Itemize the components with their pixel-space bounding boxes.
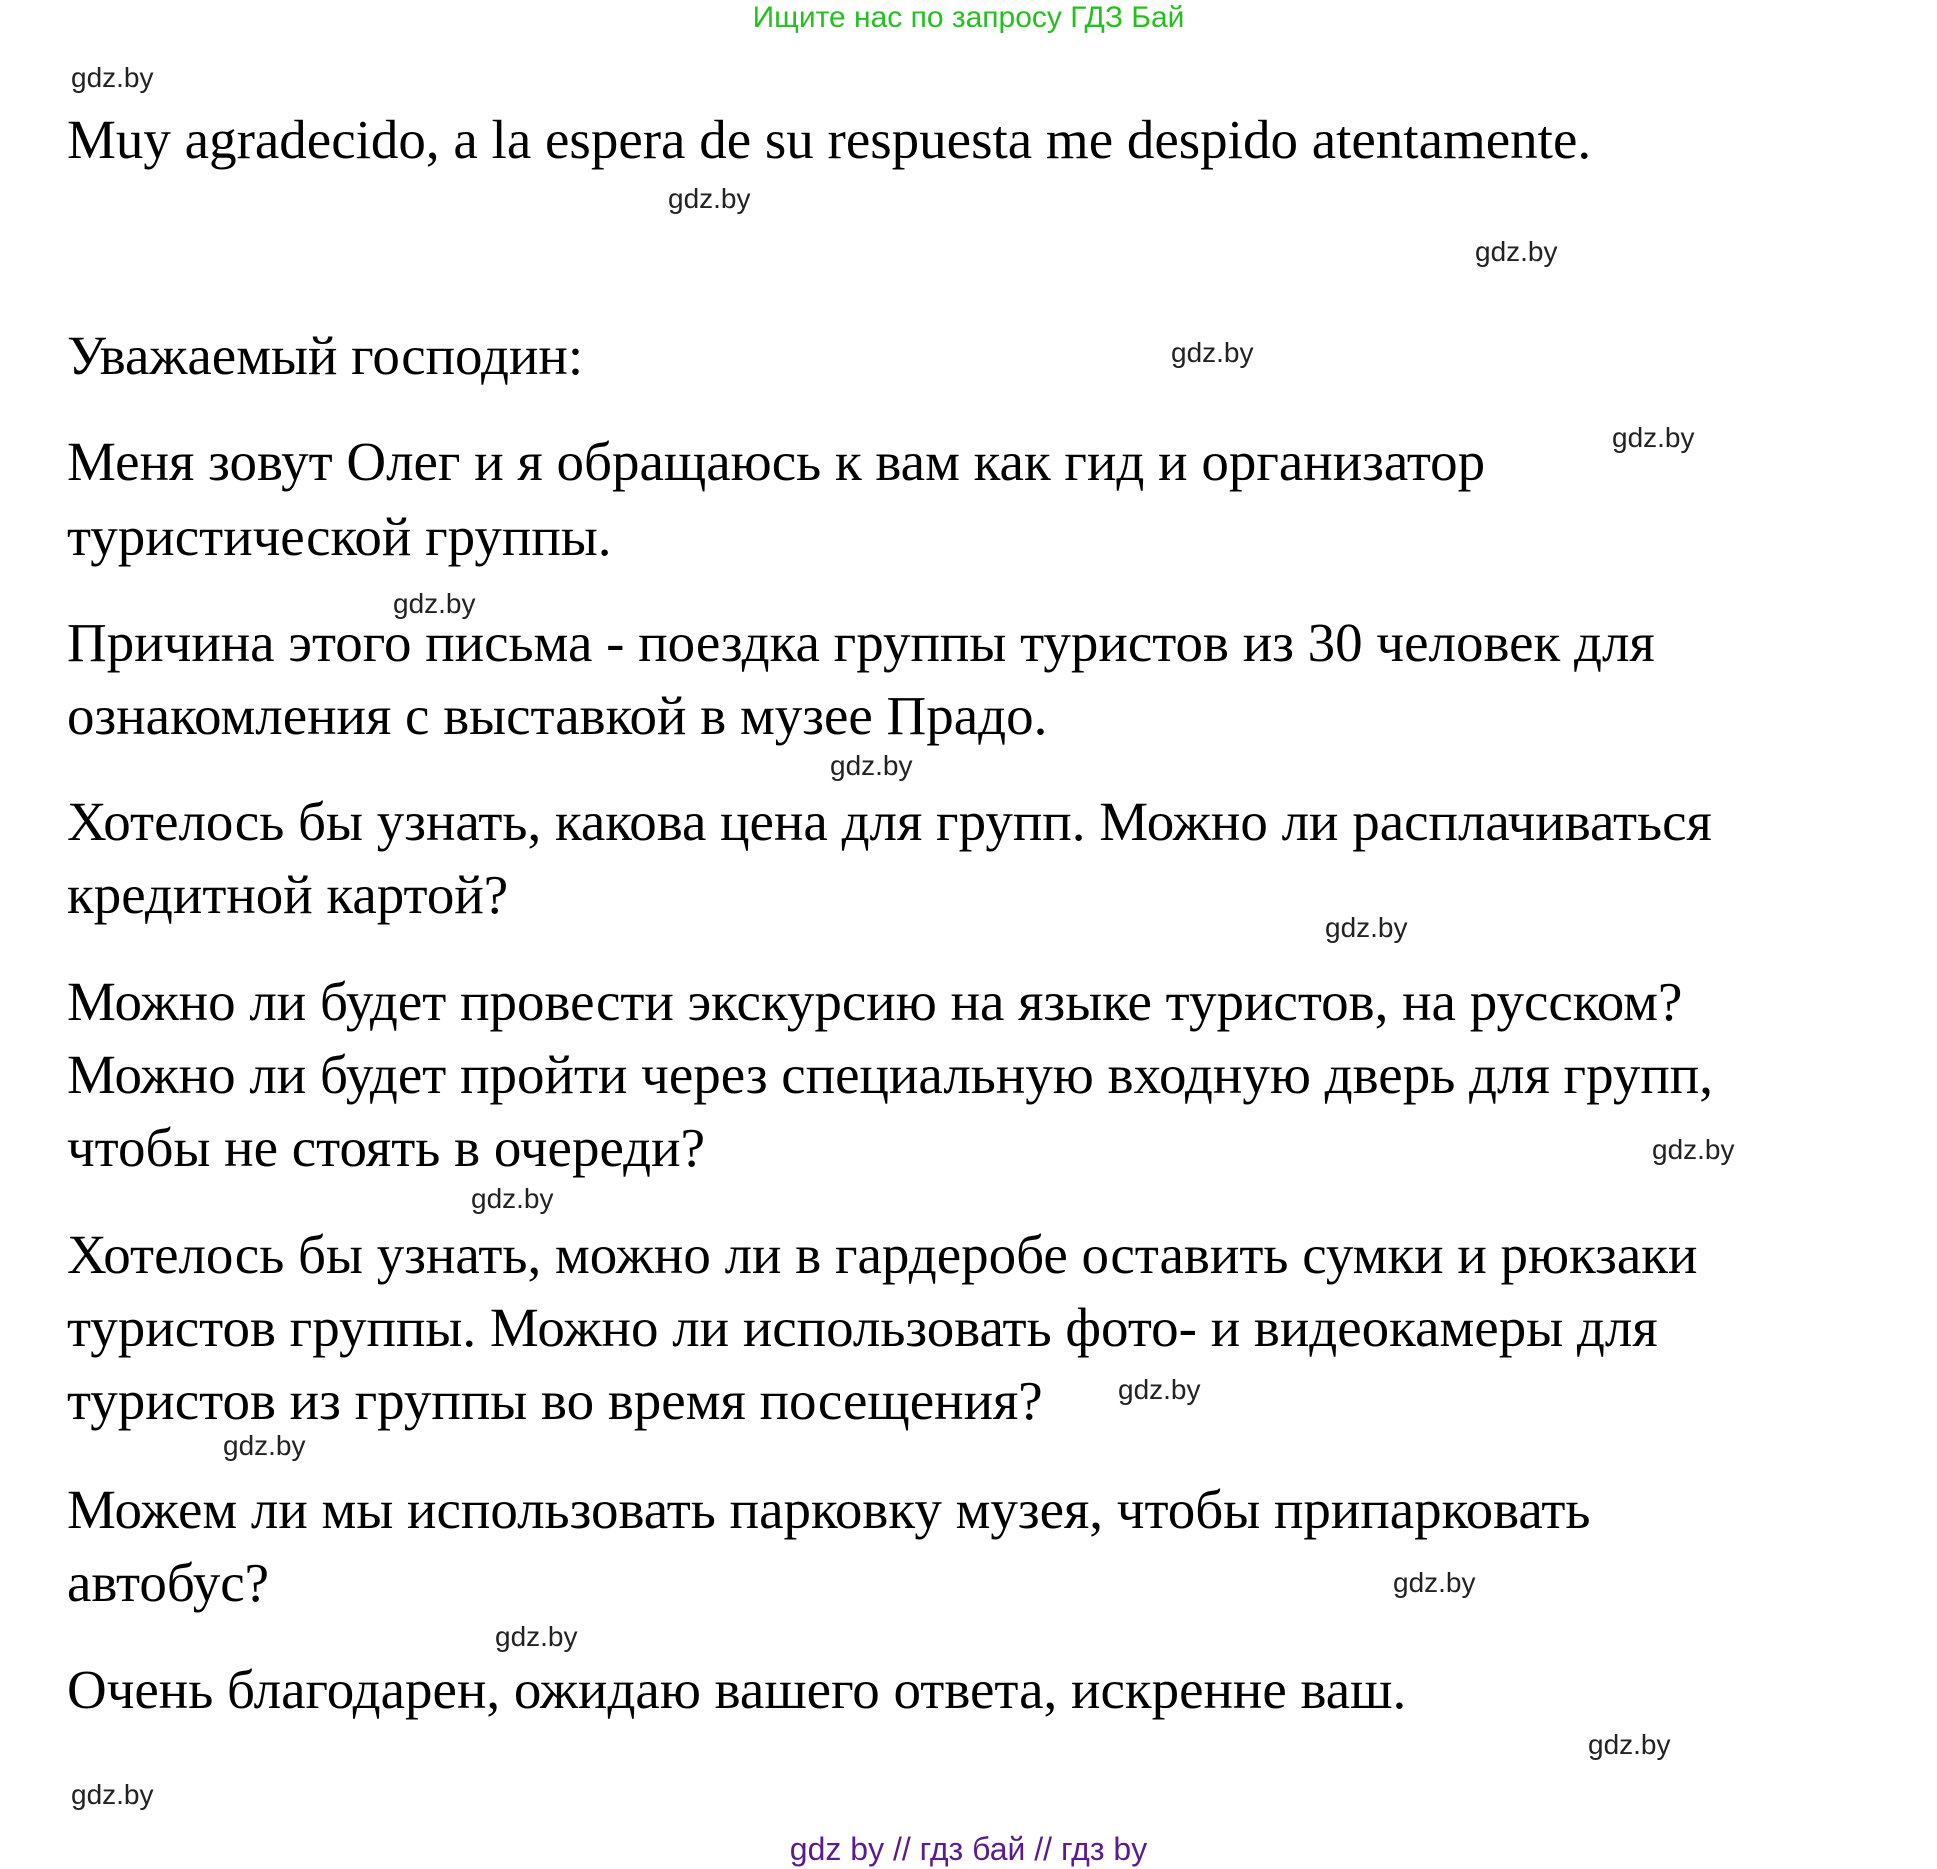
watermark: gdz.by [1393, 1567, 1476, 1598]
text-line: туристов из группы во время посещения? [67, 1370, 1043, 1431]
text-line: Хотелось бы узнать, какова цена для групп. Можно ли расплачиваться [67, 791, 1712, 852]
text-line: Можно ли будет пройти через специальную входную дверь для групп, [67, 1044, 1713, 1105]
text-line: автобус? [67, 1552, 270, 1613]
watermark: gdz.by [1118, 1374, 1201, 1405]
text-line: Можем ли мы использовать парковку музея, чтобы припарковать [67, 1479, 1591, 1540]
text-line: Очень благодарен, ожидаю вашего ответа, искренне ваш. [67, 1659, 1407, 1720]
text-line: Хотелось бы узнать, можно ли в гардеробе оставить сумки и рюкзаки [67, 1224, 1698, 1285]
text-line: Меня зовут Олег и я обращаюсь к вам как гид и организатор [67, 431, 1486, 492]
text-line: туристической группы. [67, 506, 612, 567]
site-footer-links: gdz by // гдз бай // гдз by [789, 1831, 1148, 1867]
watermark: gdz.by [1325, 912, 1408, 943]
text-line: ознакомления с выставкой в музее Прадо. [67, 685, 1048, 746]
text-line: туристов группы. Можно ли использовать фото- и видеокамеры для [67, 1297, 1658, 1358]
site-banner: Ищите нас по запросу ГДЗ Бай [752, 1, 1185, 34]
text-line: Muy agradecido, a la espera de su respuesta me despido atentamente. [67, 109, 1592, 170]
watermark: gdz.by [71, 1779, 154, 1810]
text-line: Можно ли будет провести экскурсию на языке туристов, на русском? [67, 971, 1683, 1032]
watermark: gdz.by [471, 1183, 554, 1214]
watermark: gdz.by [1171, 337, 1254, 368]
watermark: gdz.by [71, 62, 154, 93]
watermark: gdz.by [1612, 422, 1695, 453]
text-line: Причина этого письма - поездка группы туристов из 30 человек для [67, 612, 1655, 673]
watermark: gdz.by [1588, 1729, 1671, 1760]
watermark: gdz.by [1652, 1134, 1735, 1165]
text-line: чтобы не стоять в очереди? [67, 1117, 705, 1178]
text-line: Уважаемый господин: [67, 325, 584, 386]
watermark: gdz.by [668, 183, 751, 214]
watermark: gdz.by [830, 750, 913, 781]
text-line: кредитной картой? [67, 864, 509, 925]
watermark: gdz.by [393, 588, 476, 619]
watermark: gdz.by [223, 1430, 306, 1461]
watermark: gdz.by [1475, 236, 1558, 267]
watermark: gdz.by [495, 1621, 578, 1652]
